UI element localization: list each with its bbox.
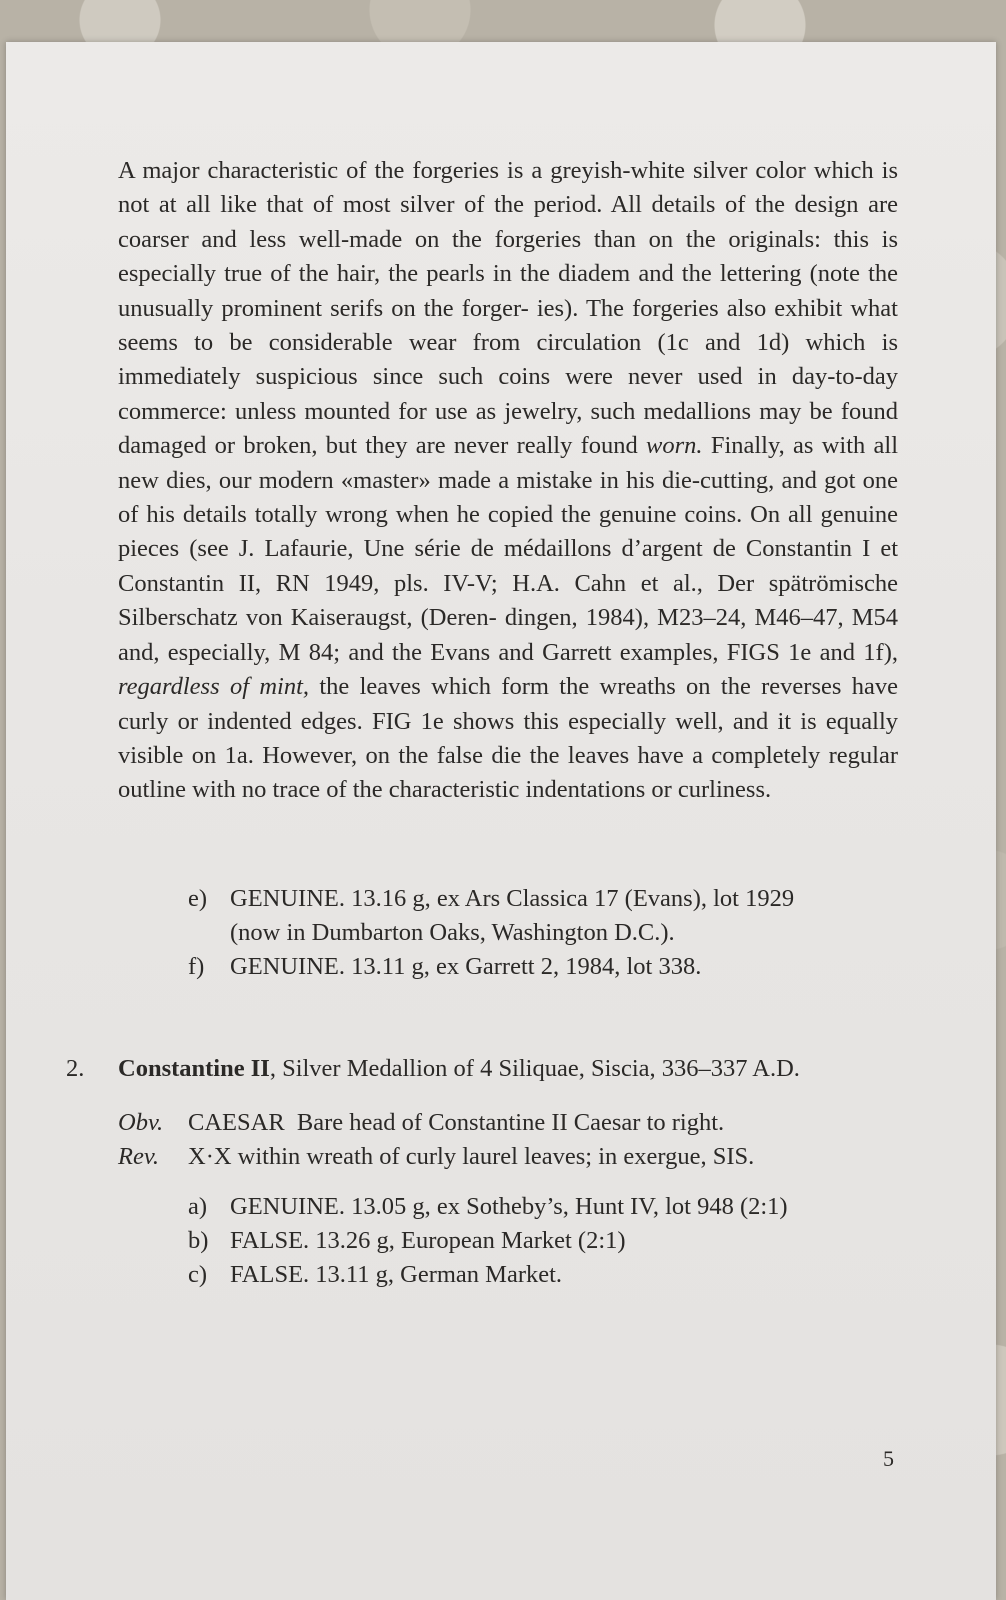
entry-marker: c) [188, 1261, 208, 1288]
obverse-description [118, 1106, 724, 1140]
page-number: 5 [883, 1446, 894, 1471]
specimen-entry-e [188, 882, 908, 950]
specimen-entry-b [188, 1224, 626, 1258]
entry-text: GENUINE. 13.16 g, ex Ars Classica 17 (Evans), lot 1929 [230, 885, 795, 912]
section-description: , Silver Medallion of 4 Siliquae, Siscia, 336–337 A.D. [269, 1055, 800, 1082]
entry-text: FALSE. 13.26 g, European Market (2:1) [230, 1227, 626, 1254]
emphasis-regardless-of-mint: regardless of mint, [118, 673, 310, 701]
forgery-description-paragraph [118, 154, 898, 808]
reverse-label: Rev. [118, 1143, 160, 1170]
book-page [6, 42, 996, 1600]
entry-text-continued: (now in Dumbarton Oaks, Washington D.C.). [230, 919, 675, 946]
specimen-entry-a [188, 1190, 788, 1224]
specimen-entry-c [188, 1258, 562, 1292]
section-2-heading [66, 1052, 966, 1086]
entry-text: GENUINE. 13.05 g, ex Sotheby’s, Hunt IV, lot 948 (2:1) [230, 1193, 788, 1220]
entry-marker: f) [188, 953, 205, 980]
entry-text: GENUINE. 13.11 g, ex Garrett 2, 1984, lot 338. [230, 953, 702, 980]
paragraph-text-1: A major characteristic of the forgeries is a greyish-white silver color which is not at all like that of most silver of the period. All details of the design are coarser and less well-made on the forgeries than on the originals: this is especially true of the hair, the pearls in the diadem and the lettering (note the unusually prominent serifs on the forger- ies). The forgeries also exhibit what seems to be considerable wear from circulation (1c and 1d) which is immediately suspicious since such coins were never used in day-to-day commerce: unless mounted for use as jewelry, such medallions may be found damaged or broken, but they are never really found [118, 157, 898, 460]
paragraph-text-3: the leaves which form the wreaths on the reverses have curly or indented edges. FIG 1e shows this especially well, and it is equally visible on 1a. However, on the false die the leaves have a completely regular outline with no trace of the characteristic indentations or curliness. [118, 673, 898, 804]
emphasis-worn: worn. [646, 432, 703, 460]
entry-text: FALSE. 13.11 g, German Market. [230, 1261, 563, 1288]
section-number: 2. [66, 1055, 85, 1082]
paragraph-text-2: Finally, as with all new dies, our modern «master» made a mistake in his die-cutting, and got one of his details totally wrong when he copied the genuine coins. On all genuine pieces (see J. Lafaurie, Une série de médaillons d’argent de Constantin I et Constantin II, RN 1949, pls. IV-V; H.A. Cahn et al., Der spätrömische Silberschatz von Kaiseraugst, (Deren- dingen, 1984), M23–24, M46–47, M54 and, especially, M 84; and the Evans and Garrett examples, FIGS 1e and 1f), [118, 432, 898, 666]
entry-marker: e) [188, 885, 208, 912]
specimen-entry-f [188, 950, 908, 984]
obverse-label: Obv. [118, 1109, 164, 1136]
entry-marker: b) [188, 1227, 209, 1254]
section-emperor-name: Constantine II [118, 1055, 270, 1082]
reverse-text: X·X within wreath of curly laurel leaves; in exergue, SIS. [188, 1143, 755, 1170]
reverse-description [118, 1140, 754, 1174]
obverse-text: CAESAR Bare head of Constantine II Caesar to right. [188, 1109, 725, 1136]
entry-marker: a) [188, 1193, 208, 1220]
